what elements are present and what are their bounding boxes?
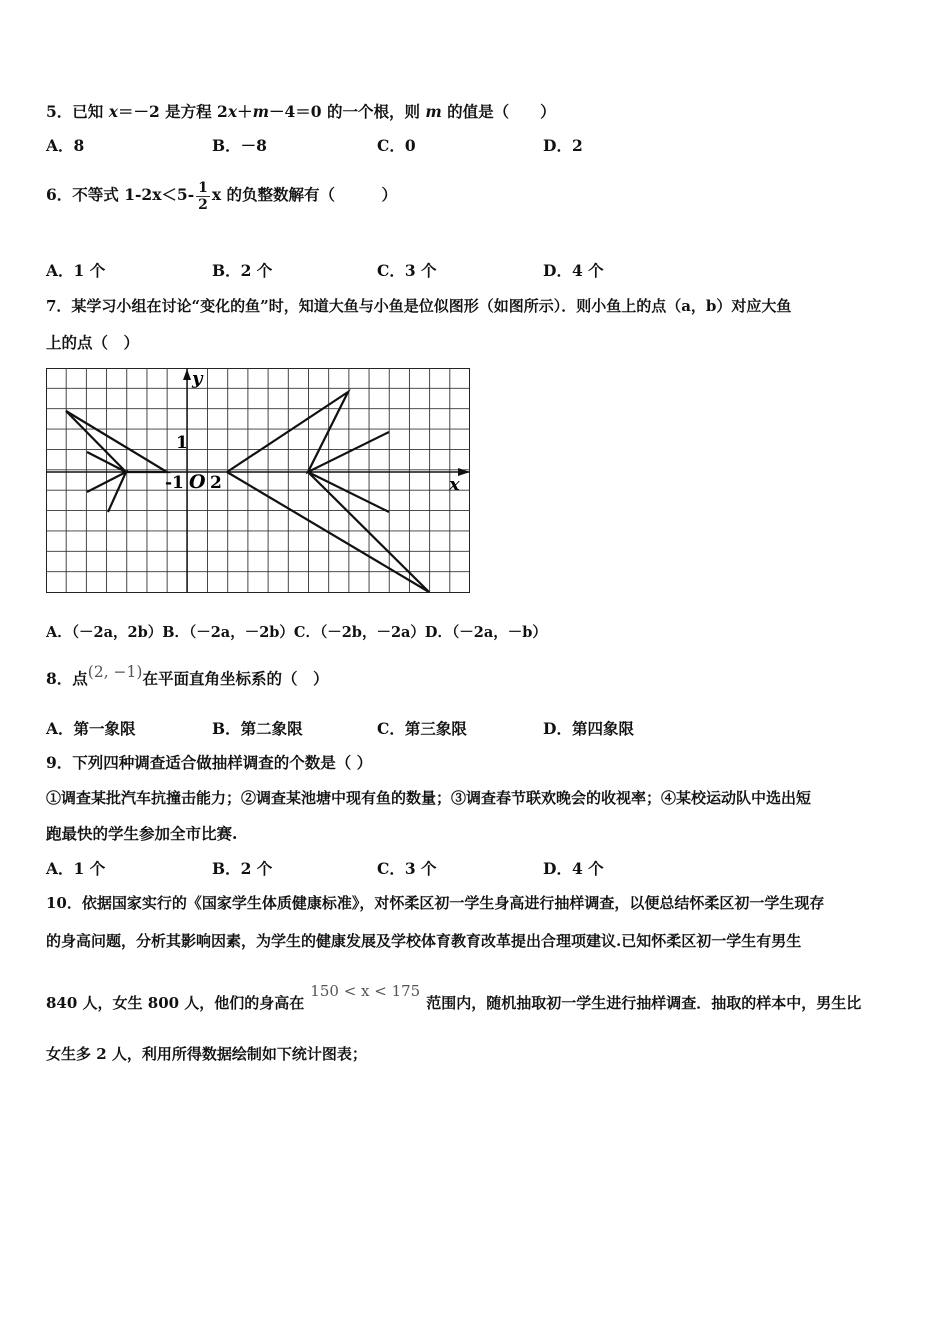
q10-line1: 10．依据国家实行的《国家学生体质健康标准》，对怀柔区初一学生身高进行抽样调查，以便总结怀柔区初一学生现存 [46,894,825,912]
label-one: 1 [176,433,188,453]
q6-fraction [196,180,210,213]
q9-option-a: A．1 个 [46,859,106,878]
q5-text-d: －4＝0 的一个根，则 [269,102,426,121]
q8-text: 在平面直角坐标系的（ ） [142,669,329,688]
label-y: y [192,368,203,389]
q5-text-e: 的值是（ ） [441,102,556,121]
q6-text-b: x 的负整数解有（ ） [211,185,398,204]
q5-option-c: C．0 [377,136,416,155]
q6-number: 6． [46,185,73,204]
q8-number: 8．点 [46,669,88,688]
q8-option-d: D．第四象限 [543,719,634,738]
q6-option-a: A．1 个 [46,261,106,280]
y-axis-arrow [183,369,191,380]
q10-line3 [46,982,862,1014]
q5-option-a: A．8 [46,136,85,155]
q7-stem-line1: 7．某学习小组在讨论“变化的鱼”时，知道大鱼与小鱼是位似图形（如图所示）．则小鱼上的点（a，b）对应大鱼 [46,297,792,315]
label-neg-one: -1 [165,473,184,493]
q8-option-b: B．第二象限 [212,719,303,738]
label-origin: O [189,471,206,493]
q8-stem [46,663,329,690]
q10-line2: 的身高问题，分析其影响因素，为学生的健康发展及学校体育教育改革提出合理项建议.已知怀柔区初一学生有男生 [46,932,802,950]
q5-option-d: D．2 [543,136,583,155]
q10-line3-a: 840 人，女生 800 人，他们的身高在 [46,994,305,1012]
q10-line4: 女生多 2 人，利用所得数据绘制如下统计图表； [46,1045,367,1063]
q5-var-m2: m [425,102,442,121]
q7-stem-line2: 上的点（ ） [46,333,140,352]
label-x: x [449,474,460,495]
q9-items-cont: 跑最快的学生参加全市比赛. [46,824,238,843]
q9-option-d: D．4 个 [543,859,604,878]
q5-option-b: B．－8 [212,136,267,155]
q6-frac-den: 2 [198,196,208,213]
q5-number: 5． [46,102,73,121]
x-axis-arrow [458,468,470,476]
q10-range: 150 < x < 175 [310,982,421,1000]
q6-text-a: 不等式 1-2x＜5- [72,185,195,204]
q5-stem [46,101,556,123]
q6-option-c: C．3 个 [377,261,437,280]
q5-var-x: x [108,102,118,121]
q5-text-c: ＋ [237,102,253,121]
q5-text-b: ＝－2 是方程 2 [117,102,228,121]
q6-stem [46,178,397,213]
q8-option-a: A．第一象限 [46,719,136,738]
q5-text-a: 已知 [72,102,109,121]
q9-option-b: B．2 个 [212,859,273,878]
q5-var-m: m [252,102,269,121]
q5-var-x2: x [227,102,238,121]
fish-figure [46,368,472,596]
big-fish-upper [227,392,389,472]
q9-option-c: C．3 个 [377,859,437,878]
q9-items: ①调查某批汽车抗撞击能力；②调查某池塘中现有鱼的数量；③调查春节联欢晚会的收视率；④某校运动队中选出短 [46,789,812,807]
q6-option-b: B．2 个 [212,261,273,280]
q6-frac-num: 1 [198,179,208,196]
q10-line3-b: 范围内，随机抽取初一学生进行抽样调查．抽取的样本中，男生比 [426,994,862,1012]
q6-option-d: D．4 个 [543,261,604,280]
q9-stem: 9．下列四种调查适合做抽样调查的个数是（ ） [46,753,373,772]
q7-options: A．（－2a，2b）B．（－2a，－2b）C．（－2b，－2a）D．（－2a，－b） [46,624,547,641]
q8-point: (2, −1) [87,663,143,681]
label-two: 2 [210,473,222,493]
q8-option-c: C．第三象限 [377,719,467,738]
